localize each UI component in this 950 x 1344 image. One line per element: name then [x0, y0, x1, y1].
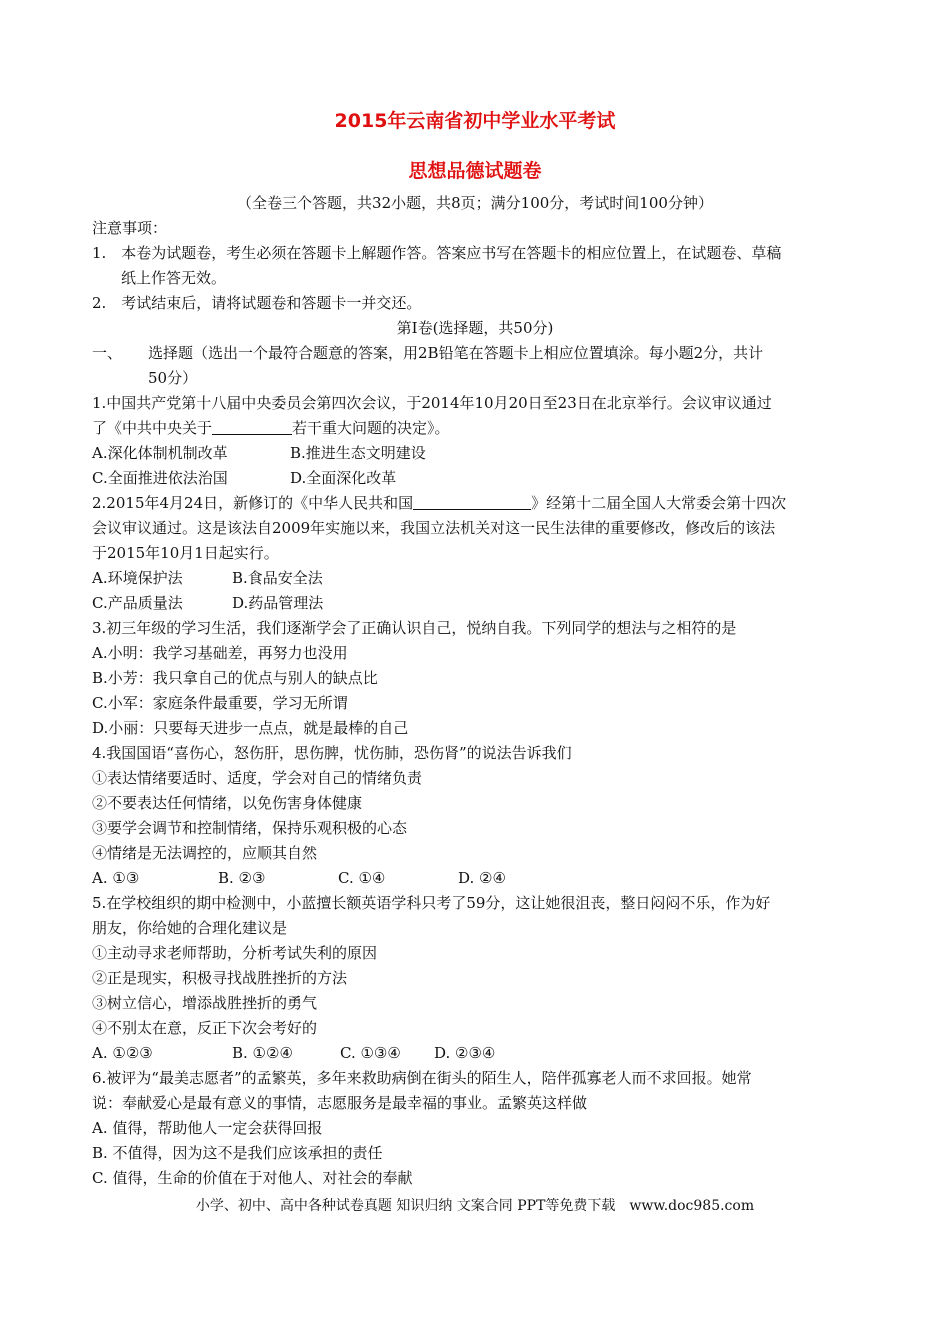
- q4-statement-3: ③要学会调节和控制情绪，保持乐观积极的心态: [92, 819, 408, 837]
- q3-option-b: B.小芳：我只拿自己的优点与别人的缺点比: [92, 669, 378, 687]
- page-footer: 小学、初中、高中各种试卷真题 知识归纳 文案合同 PPT等免费下载 www.doc985.com: [195, 1198, 755, 1214]
- q2-text-post: 》经第十二届全国人大常委会第十四次: [531, 494, 787, 512]
- q1-option-c: C.全面推进依法治国: [92, 469, 228, 487]
- question-2-stem-cont-2: 于2015年10月1日起实行。: [92, 544, 279, 562]
- q4-option-b: B. ②③: [218, 869, 266, 887]
- part-instruction-cont: 50分）: [148, 369, 198, 387]
- q3-option-a: A.小明：我学习基础差，再努力也没用: [92, 644, 348, 662]
- q2-option-d: D.药品管理法: [232, 594, 324, 612]
- q5-statement-1: ①主动寻求老师帮助，分析考试失利的原因: [92, 944, 378, 962]
- q2-option-row-2: [92, 593, 862, 613]
- notice-item-1-cont: 纸上作答无效。: [121, 269, 227, 287]
- q5-option-d: D. ②③④: [434, 1044, 496, 1062]
- notice-item-2: 2. 考试结束后，请将试题卷和答题卡一并交还。: [92, 294, 422, 312]
- q4-option-a: A. ①③: [92, 869, 140, 887]
- q4-option-c: C. ①④: [338, 869, 386, 887]
- q4-option-d: D. ②④: [458, 869, 506, 887]
- q2-blank: [413, 494, 531, 510]
- question-5-stem: 5.在学校组织的期中检测中，小蓝擅长额英语学科只考了59分，这让她很沮丧，整日闷闷不乐，作为好: [92, 894, 771, 912]
- exam-subtitle: 思想品德试题卷: [408, 160, 542, 182]
- q1-option-d: D.全面深化改革: [290, 469, 397, 487]
- q5-statement-4: ④不别太在意，反正下次会考好的: [92, 1019, 318, 1037]
- exam-title: 2015年云南省初中学业水平考试: [334, 110, 616, 132]
- q1-option-a: A.深化体制机制改革: [92, 444, 228, 462]
- question-6-stem: 6.被评为“最美志愿者”的孟繁英，多年来救助病倒在街头的陌生人，陪伴孤寡老人而不求回报。她常: [92, 1069, 752, 1087]
- q4-option-row: [92, 868, 862, 888]
- notice-item-1: 1. 本卷为试题卷，考生必须在答题卡上解题作答。答案应书写在答题卡的相应位置上，在试题卷、草稿: [92, 244, 782, 262]
- q2-option-c: C.产品质量法: [92, 594, 183, 612]
- q2-text-pre: 2.2015年4月24日，新修订的《中华人民共和国: [92, 494, 414, 512]
- q2-option-b: B.食品安全法: [232, 569, 323, 587]
- q6-option-b: B. 不值得，因为这不是我们应该承担的责任: [92, 1144, 383, 1162]
- section-heading: 第Ⅰ卷(选择题，共50分): [396, 319, 554, 337]
- q1-option-row-2: [92, 468, 862, 488]
- q5-option-a: A. ①②③: [92, 1044, 153, 1062]
- q6-option-c: C. 值得，生命的价值在于对他人、对社会的奉献: [92, 1169, 413, 1187]
- part-number: 一、: [92, 344, 123, 362]
- q5-statement-3: ③树立信心，增添战胜挫折的勇气: [92, 994, 318, 1012]
- q2-option-row-1: [92, 568, 862, 588]
- q5-statement-2: ②正是现实，积极寻找战胜挫折的方法: [92, 969, 348, 987]
- q3-option-d: D.小丽：只要每天进步一点点，就是最棒的自己: [92, 719, 409, 737]
- q5-option-c: C. ①③④: [340, 1044, 401, 1062]
- q1-text-post: 若干重大问题的决定》。: [292, 419, 450, 437]
- q3-option-c: C.小军：家庭条件最重要，学习无所谓: [92, 694, 348, 712]
- q5-option-b: B. ①②④: [232, 1044, 293, 1062]
- q1-option-b: B.推进生态文明建设: [290, 444, 426, 462]
- question-1-stem-cont: [92, 418, 862, 438]
- q1-option-row-1: [92, 443, 862, 463]
- q1-blank: [212, 419, 292, 435]
- part-instruction: 选择题（选出一个最符合题意的答案，用2B铅笔在答题卡上相应位置填涂。每小题2分，共计: [148, 344, 764, 362]
- q4-statement-4: ④情绪是无法调控的，应顺其自然: [92, 844, 318, 862]
- question-2-stem: [92, 493, 862, 513]
- question-2-stem-cont-1: 会议审议通过。这是该法自2009年实施以来，我国立法机关对这一民生法律的重要修改，修改后的该法: [92, 519, 776, 537]
- question-5-stem-cont: 朋友，你给她的合理化建议是: [92, 919, 288, 937]
- q5-option-row: [92, 1043, 862, 1063]
- q4-statement-1: ①表达情绪要适时、适度，学会对自己的情绪负责: [92, 769, 423, 787]
- question-1-stem: 1.中国共产党第十八届中央委员会第四次会议，于2014年10月20日至23日在北京举行。会议审议通过: [92, 394, 772, 412]
- notice-label: 注意事项：: [92, 219, 168, 237]
- question-4-stem: 4.我国国语“喜伤心，怒伤肝，思伤脾，忧伤肺，恐伤肾”的说法告诉我们: [92, 744, 572, 762]
- exam-info: （全卷三个答题，共32小题，共8页；满分100分，考试时间100分钟）: [237, 194, 713, 212]
- q4-statement-2: ②不要表达任何情绪，以免伤害身体健康: [92, 794, 363, 812]
- q2-option-a: A.环境保护法: [92, 569, 183, 587]
- q1-text-pre: 了《中共中央关于: [92, 419, 213, 437]
- question-3-stem: 3.初三年级的学习生活，我们逐渐学会了正确认识自己，悦纳自我。下列同学的想法与之相符的是: [92, 619, 737, 637]
- question-6-stem-cont: 说：奉献爱心是最有意义的事情，志愿服务是最幸福的事业。孟繁英这样做: [92, 1094, 588, 1112]
- q6-option-a: A. 值得，帮助他人一定会获得回报: [92, 1119, 323, 1137]
